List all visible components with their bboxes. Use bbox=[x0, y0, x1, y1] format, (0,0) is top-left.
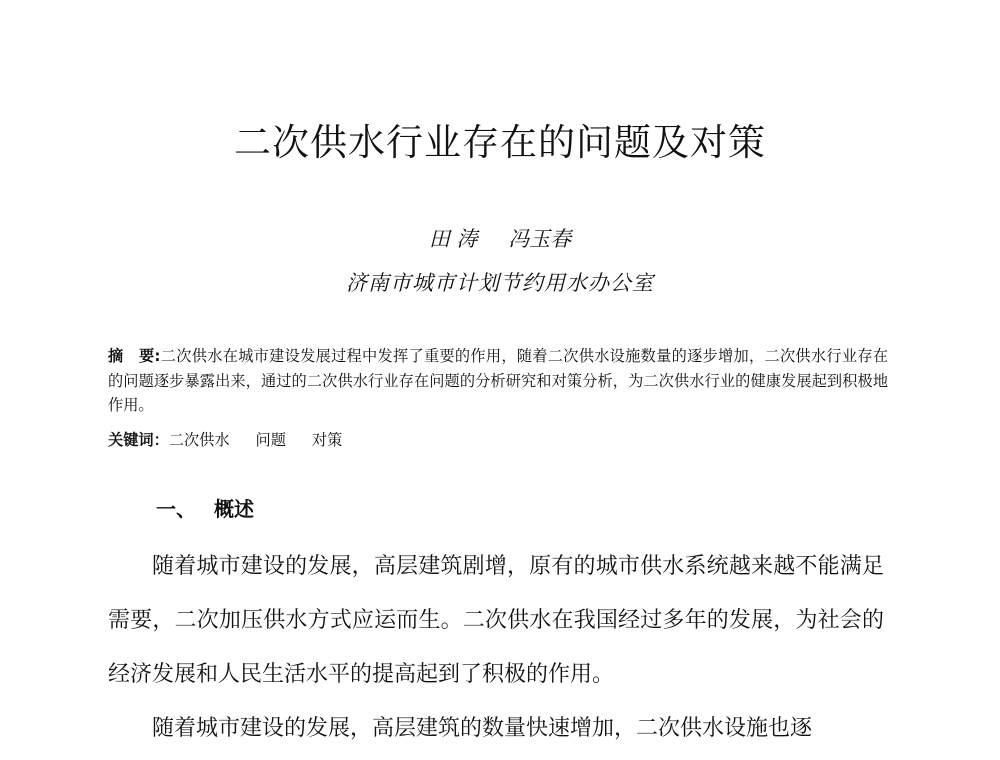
keywords-label: 关键词： bbox=[108, 431, 169, 449]
keywords bbox=[108, 428, 888, 452]
keyword: 对策 bbox=[311, 431, 343, 449]
author-affiliation: 济南市城市计划节约用水办公室 bbox=[346, 271, 654, 295]
abstract-text: 二次供水在城市建设发展过程中发挥了重要的作用，随着二次供水设施数量的逐步增加，二次供水行业存在的问题逐步暴露出来，通过的二次供水行业存在问题的分析研究和对策分析，为二次供水行业的健康发展起到积极地作用。 bbox=[108, 347, 889, 414]
body-paragraph: 随着城市建设的发展，高层建筑剧增，原有的城市供水系统越来越不能满足需要，二次加压供水方式应运而生。二次供水在我国经过多年的发展，为社会的经济发展和人民生活水平的提高起到了积极的作用。 bbox=[108, 554, 884, 687]
section-number: 一、 bbox=[156, 497, 196, 521]
author-list bbox=[0, 224, 1000, 254]
keyword: 二次供水 bbox=[168, 431, 230, 449]
author-name: 田 涛 bbox=[428, 227, 478, 251]
paper-title: 二次供水行业存在的问题及对策 bbox=[234, 121, 766, 164]
body-paragraph: 随着城市建设的发展，高层建筑的数量快速增加，二次供水设施也逐 bbox=[152, 716, 813, 741]
abstract-label: 摘 要: bbox=[108, 347, 161, 365]
keyword: 问题 bbox=[255, 431, 286, 449]
section-title: 概述 bbox=[214, 497, 254, 521]
body-text bbox=[108, 540, 884, 756]
abstract bbox=[108, 344, 888, 418]
section-heading bbox=[156, 494, 254, 524]
author-name: 冯玉春 bbox=[508, 227, 572, 251]
